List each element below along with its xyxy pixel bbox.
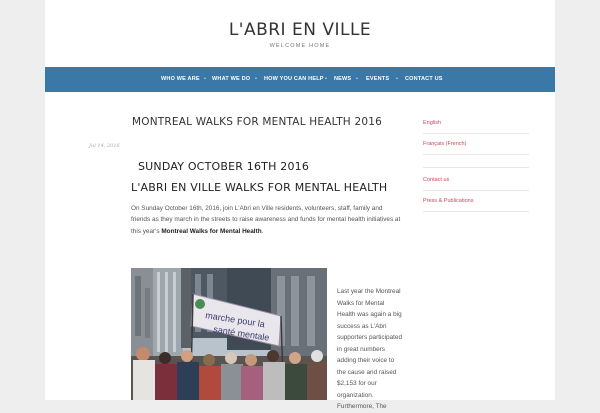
site-header — [45, 0, 555, 67]
sidebar-link-french[interactable]: Français (French) — [423, 141, 467, 147]
nav-separator: • — [204, 76, 206, 82]
page — [45, 0, 555, 410]
intro-text: On Sunday October 16th, 2016, join L'Abri en Ville residents, volunteers, staff, family and friends as they march in the streets to raise awareness and funds for mental health initiatives at this year's — [131, 205, 401, 235]
post-date[interactable]: Jul 14, 2016 — [89, 143, 120, 149]
march-photo-image — [131, 268, 327, 400]
nav-separator: • — [325, 76, 327, 82]
sidebar-link-english[interactable]: English — [423, 120, 442, 126]
site-title[interactable]: L'ABRI EN VILLE — [228, 20, 372, 40]
post-title[interactable]: MONTREAL WALKS FOR MENTAL HEALTH 2016 — [132, 116, 382, 128]
intro-end: . — [261, 227, 264, 235]
main-navigation — [45, 67, 555, 92]
post-side-text: Last year the Montreal Walks for Mental Health was again a big success as L'Abri supporters participated in great numbers adding their voice to the cause and raised $2,153 for our organization. Furthermore, The — [337, 288, 403, 410]
event-walk-heading: L'ABRI EN VILLE WALKS FOR MENTAL HEALTH — [131, 181, 388, 194]
nav-separator: • — [255, 76, 257, 82]
sidebar-divider — [423, 133, 529, 134]
sidebar-divider — [423, 154, 529, 155]
nav-separator: • — [396, 76, 398, 82]
banner-line-1: marche pour la — [204, 310, 266, 330]
site-tagline: WELCOME HOME — [269, 43, 331, 49]
nav-item-who-we-are[interactable]: WHO WE ARE — [161, 76, 200, 82]
sidebar-link-press[interactable]: Press & Publications — [423, 198, 474, 204]
nav-separator: • — [356, 76, 358, 82]
event-date-heading: SUNDAY OCTOBER 16TH 2016 — [138, 160, 310, 173]
nav-item-what-we-do[interactable]: WHAT WE DO — [212, 76, 251, 82]
walk-name-bold: Montreal Walks for Mental Health — [161, 227, 262, 235]
sidebar-divider — [423, 190, 529, 191]
nav-item-events[interactable]: EVENTS — [366, 76, 390, 82]
sidebar-divider — [423, 167, 529, 168]
nav-item-news[interactable]: NEWS — [334, 76, 352, 82]
post-intro — [131, 203, 401, 237]
march-photo — [131, 268, 327, 400]
nav-item-how-you-can-help[interactable]: HOW YOU CAN HELP — [264, 76, 324, 82]
banner-line-2: santé mentale — [212, 324, 271, 343]
sidebar-divider — [423, 211, 529, 212]
sidebar-link-contact[interactable]: Contact us — [423, 177, 450, 183]
nav-item-contact-us[interactable]: CONTACT US — [405, 76, 443, 82]
